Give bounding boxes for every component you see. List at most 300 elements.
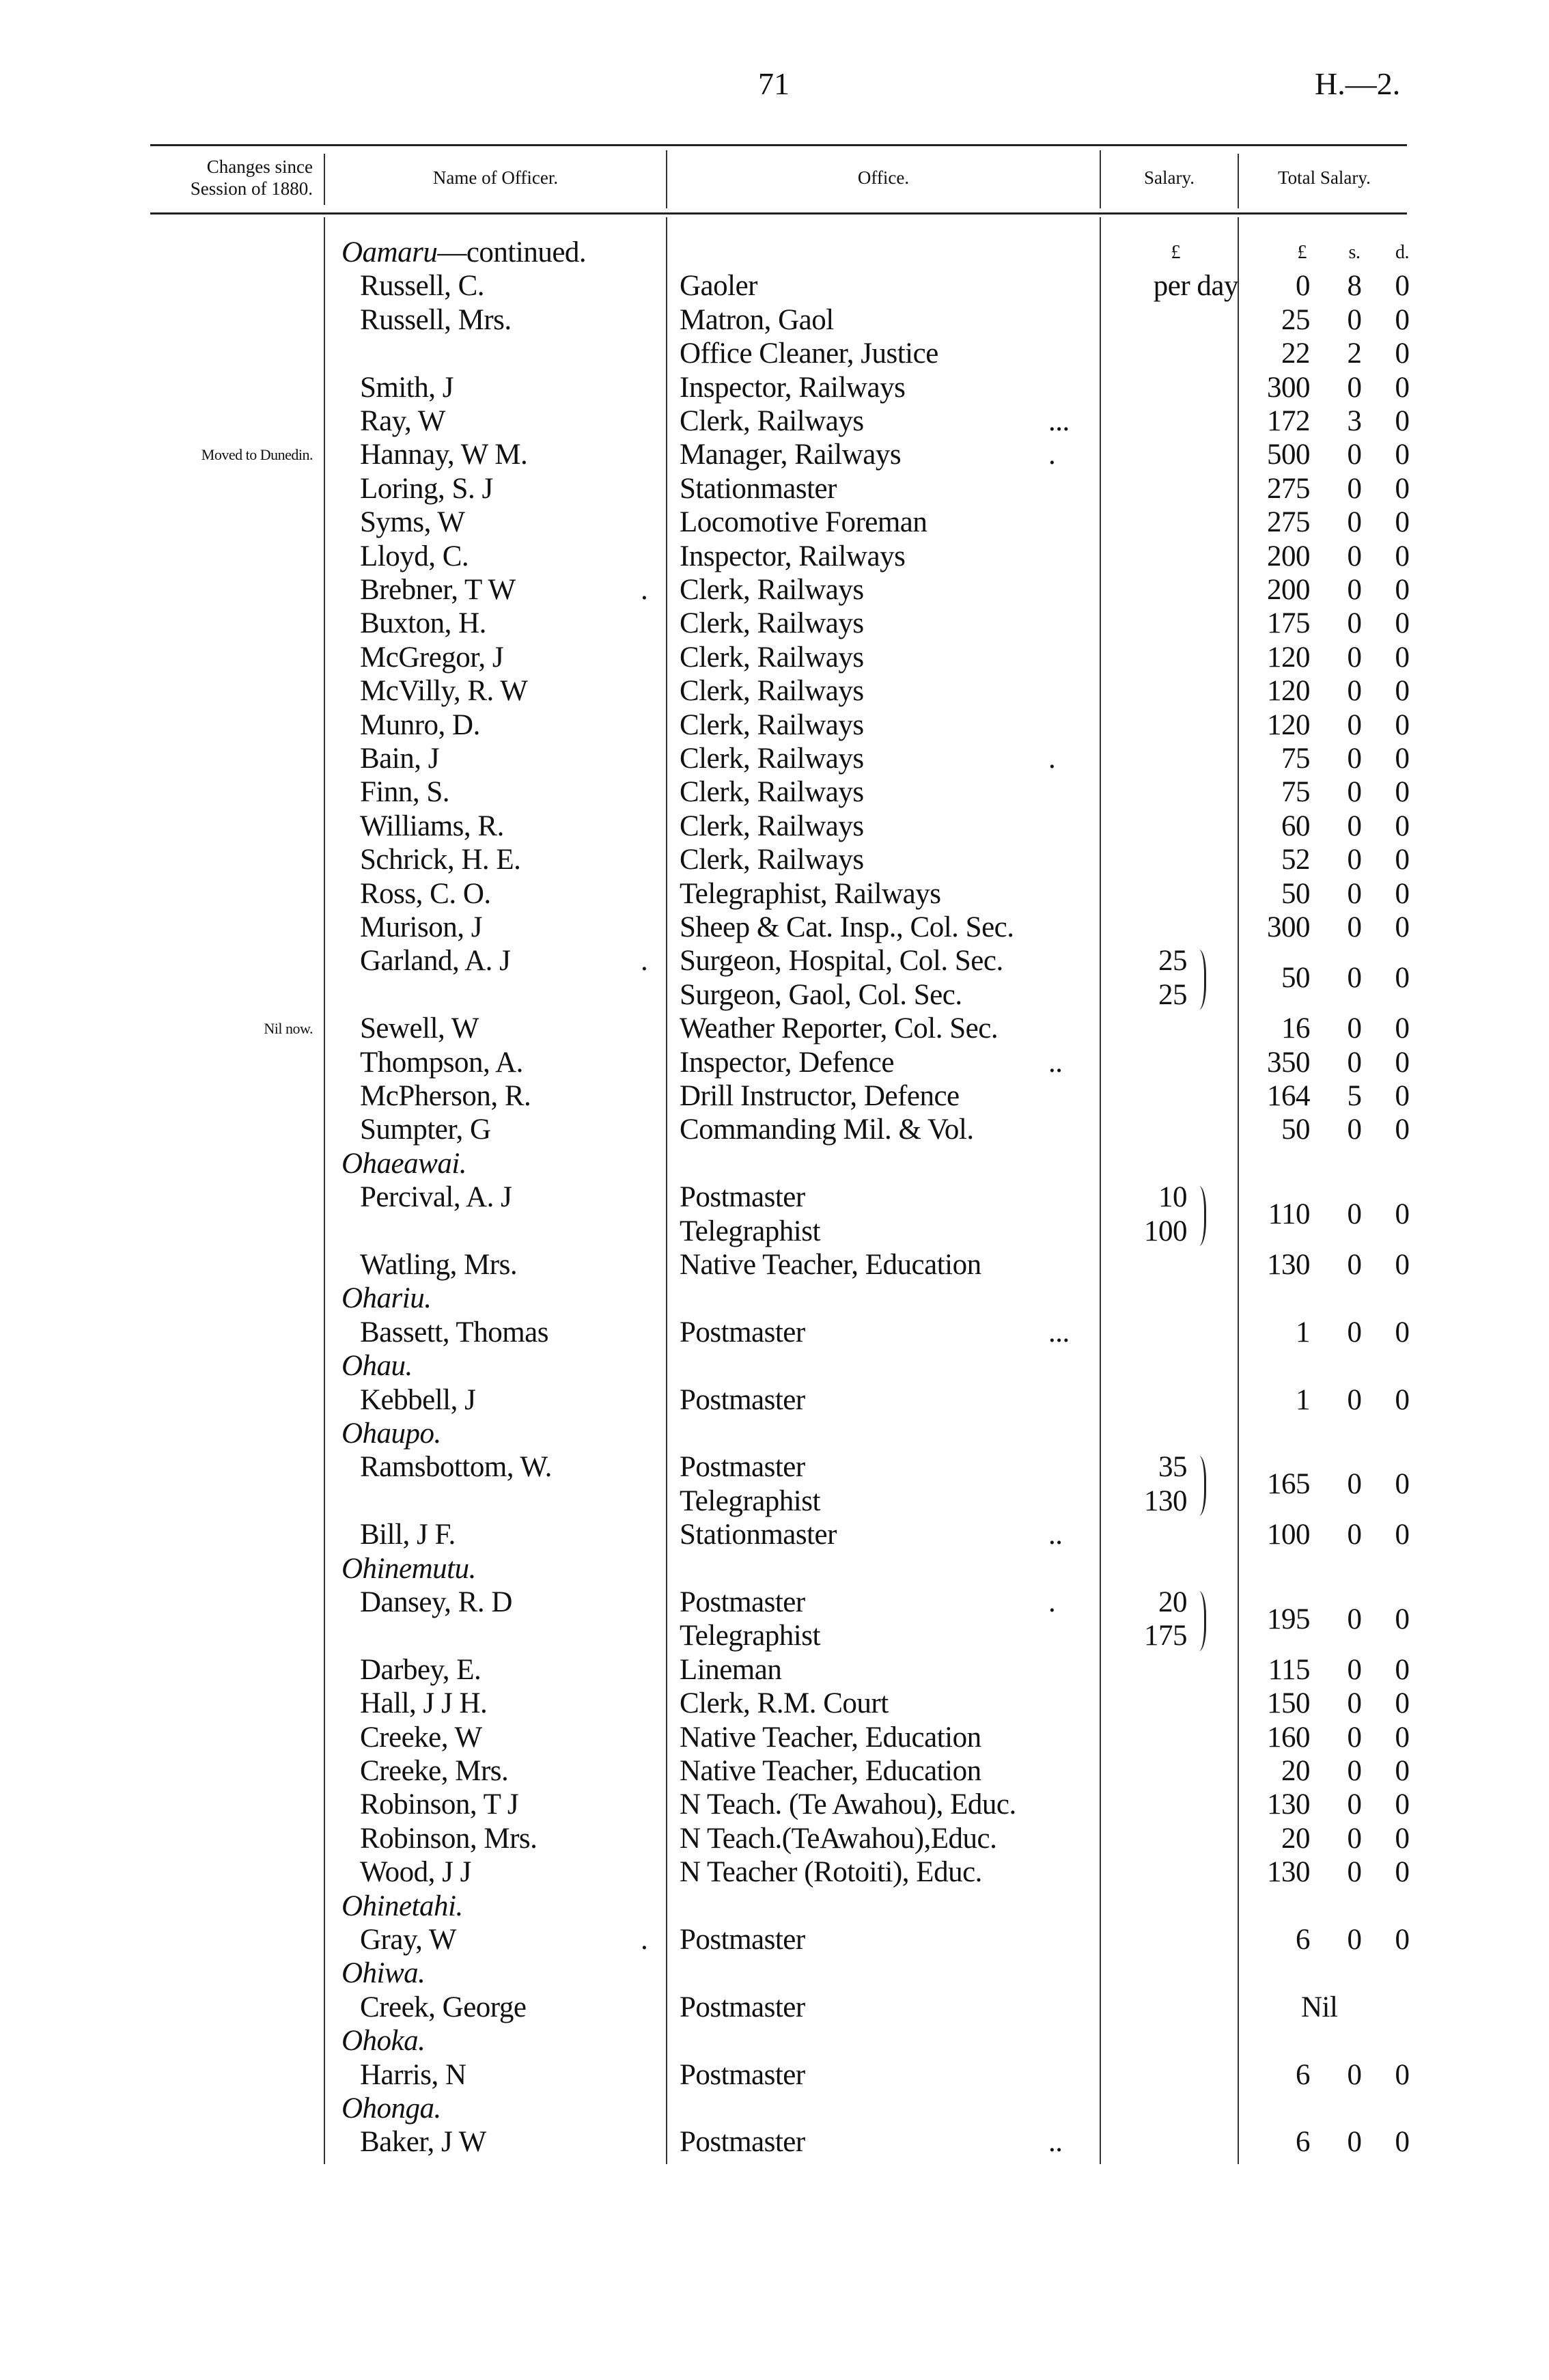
office: Weather Reporter, Col. Sec.: [680, 1012, 999, 1045]
locality-heading: [341, 2092, 441, 2125]
total-shillings: 0: [1347, 472, 1362, 505]
table-row: [0, 1046, 1549, 1079]
total-pence: 0: [1395, 2126, 1410, 2159]
total-pounds: 165: [1267, 1468, 1310, 1501]
table-row: [0, 573, 1549, 607]
leader-dots: ..: [1048, 1046, 1063, 1079]
document-reference: H.—2.: [1315, 66, 1401, 101]
total-pence: 0: [1395, 540, 1410, 572]
total-pounds: 20: [1281, 1755, 1310, 1787]
total-pence: 0: [1395, 472, 1410, 505]
locality-name: Ohinemutu.: [341, 1552, 476, 1585]
office: N Teach.(TeAwahou),Educ.: [680, 1822, 997, 1855]
officer-name: Ramsbottom, W.: [360, 1451, 552, 1484]
total-pence: 0: [1395, 877, 1410, 910]
total-pence: 0: [1395, 1721, 1410, 1754]
officer-name: Hannay, W M.: [360, 439, 528, 471]
officer-name: Sumpter, G: [360, 1113, 491, 1146]
total-shillings: 0: [1347, 1687, 1362, 1720]
office: Clerk, Railways: [680, 776, 864, 809]
total-shillings: 0: [1347, 1383, 1362, 1416]
column-header-name: Name of Officer.: [432, 167, 559, 188]
leader-dots: .: [641, 945, 648, 978]
office: Inspector, Railways: [680, 371, 906, 404]
total-pounds: 200: [1267, 540, 1310, 572]
total-shillings: 0: [1347, 574, 1362, 606]
office: Postmaster: [680, 1586, 805, 1618]
locality-heading-row: [0, 2092, 1549, 2125]
total-pounds: 110: [1268, 1198, 1310, 1230]
column-divider: [1238, 154, 1239, 208]
salary: 20: [1158, 1586, 1187, 1618]
locality-heading: [341, 1417, 441, 1450]
office: Clerk, Railways: [680, 810, 864, 842]
locality-name: Ohoka.: [341, 2025, 425, 2058]
salary: 25: [1158, 978, 1187, 1011]
total-shillings: 0: [1347, 1924, 1362, 1956]
total-shillings: 0: [1347, 1822, 1362, 1855]
total-pence: 0: [1395, 911, 1410, 943]
locality-heading: [341, 1890, 463, 1923]
office: Commanding Mil. & Vol.: [680, 1113, 974, 1146]
total-shillings: 0: [1347, 1519, 1362, 1551]
total-pounds-unit: £: [1297, 242, 1307, 263]
table-row: [0, 1923, 1549, 1956]
office: Telegraphist: [680, 1620, 820, 1652]
office: Telegraphist: [680, 1215, 820, 1247]
total-shillings: 0: [1347, 1113, 1362, 1146]
office: Native Teacher, Education: [680, 1721, 981, 1754]
total-pence: 0: [1395, 1080, 1410, 1112]
total-pounds: 120: [1267, 641, 1310, 674]
total-pence: 0: [1395, 1924, 1410, 1956]
office: Locomotive Foreman: [680, 506, 927, 539]
total-shillings: 0: [1347, 1856, 1362, 1889]
office: Stationmaster: [680, 1519, 837, 1551]
total-pence: 0: [1395, 641, 1410, 674]
total-shillings: 0: [1347, 439, 1362, 471]
officer-name: Watling, Mrs.: [360, 1249, 518, 1281]
total-shillings: 0: [1347, 506, 1362, 539]
locality-name: Ohinetahi.: [341, 1890, 463, 1922]
salary: 130: [1144, 1484, 1187, 1517]
column-header-changes: [152, 156, 313, 199]
table-row: [0, 1079, 1549, 1113]
total-pence: 0: [1395, 962, 1410, 995]
table-row: [0, 506, 1549, 539]
total-pence: 0: [1395, 844, 1410, 876]
total-pounds: 100: [1267, 1519, 1310, 1551]
table-row: [0, 674, 1549, 708]
table-row: [0, 404, 1549, 438]
officer-name: Russell, C.: [360, 270, 485, 303]
officer-name: Thompson, A.: [360, 1046, 523, 1079]
office: Native Teacher, Education: [680, 1755, 981, 1787]
total-pounds: 175: [1267, 607, 1310, 640]
locality-heading: [341, 1349, 413, 1383]
total-pounds: 0: [1296, 270, 1310, 303]
total-shillings: 0: [1347, 776, 1362, 809]
salary: 10: [1158, 1181, 1187, 1214]
officer-name: Schrick, H. E.: [360, 844, 521, 876]
office: Clerk, Railways: [680, 607, 864, 640]
table-row: [0, 1518, 1549, 1551]
total-pounds: 50: [1281, 877, 1310, 910]
total-shillings: 0: [1347, 810, 1362, 842]
total-shillings: 0: [1347, 303, 1362, 336]
total-shillings-unit: s.: [1348, 242, 1360, 263]
office: Office Cleaner, Justice: [680, 337, 938, 370]
office: Matron, Gaol: [680, 303, 834, 336]
locality-heading: [341, 1552, 476, 1586]
total-pounds: 115: [1268, 1653, 1310, 1686]
table-row: [0, 1687, 1549, 1720]
total-pence: 0: [1395, 2058, 1410, 2091]
total-pence: 0: [1395, 1383, 1410, 1416]
leader-dots: .: [1048, 439, 1056, 471]
officer-name: Murison, J: [360, 911, 482, 943]
total-shillings: 8: [1347, 270, 1362, 303]
total-shillings: 0: [1347, 911, 1362, 943]
page-number: 71: [758, 66, 790, 101]
officer-name: Buxton, H.: [360, 607, 486, 640]
total-pence: 0: [1395, 1198, 1410, 1230]
locality-heading: [341, 2024, 425, 2058]
table-row: [0, 810, 1549, 843]
total-pence: 0: [1395, 506, 1410, 539]
locality-heading: [341, 1956, 425, 1990]
total-pounds: 275: [1267, 506, 1310, 539]
table-row: [0, 775, 1549, 809]
office: Postmaster: [680, 1316, 805, 1348]
table-row: [0, 540, 1549, 573]
total-pence: 0: [1395, 405, 1410, 437]
officer-name: Bill, J F.: [360, 1519, 456, 1551]
column-divider: [666, 150, 667, 208]
officer-name: Robinson, Mrs.: [360, 1822, 538, 1855]
officer-name: Harris, N: [360, 2058, 466, 2091]
column-divider: [1100, 150, 1101, 208]
table-row: [0, 303, 1549, 337]
total-pounds: 50: [1281, 1113, 1310, 1146]
office: Postmaster: [680, 2126, 805, 2159]
total-pence: 0: [1395, 1519, 1410, 1551]
column-header-changes-line1: Changes since: [206, 156, 313, 177]
office: Postmaster: [680, 1181, 805, 1214]
table-row: [0, 269, 1549, 303]
table-row: [0, 1316, 1549, 1349]
officer-name: Bain, J: [360, 743, 439, 775]
officer-name: McPherson, R.: [360, 1080, 531, 1112]
officer-name: Darbey, E.: [360, 1653, 482, 1686]
total-pounds: 1: [1296, 1383, 1310, 1416]
office: Drill Instructor, Defence: [680, 1080, 960, 1112]
total-shillings: 5: [1347, 1080, 1362, 1112]
office: Native Teacher, Education: [680, 1249, 981, 1281]
leader-dots: .: [1048, 743, 1056, 775]
table-row: [0, 877, 1549, 911]
column-divider: [324, 154, 325, 205]
office: Telegraphist, Railways: [680, 877, 941, 910]
total-shillings: 0: [1347, 962, 1362, 995]
total-pounds: 20: [1281, 1822, 1310, 1855]
total-shillings: 0: [1347, 675, 1362, 708]
table-row: [0, 2058, 1549, 2092]
total-pounds: 130: [1267, 1249, 1310, 1281]
total-pounds: 195: [1267, 1603, 1310, 1635]
leader-dots: .: [641, 1924, 648, 1956]
total-shillings: 0: [1347, 1755, 1362, 1787]
office: Clerk, Railways: [680, 708, 864, 741]
total-pence: 0: [1395, 607, 1410, 640]
officer-name: Munro, D.: [360, 708, 480, 741]
locality-name: Ohaeawai.: [341, 1147, 467, 1180]
table-row: [0, 1721, 1549, 1754]
office: Postmaster: [680, 1991, 805, 2023]
locality-name: Ohau.: [341, 1350, 413, 1383]
total-pence: 0: [1395, 1012, 1410, 1045]
salary: 100: [1144, 1215, 1187, 1247]
officer-name: Creeke, Mrs.: [360, 1755, 509, 1787]
office: Clerk, Railways: [680, 405, 864, 437]
leader-dots: ..: [1048, 2126, 1063, 2159]
table-row: [0, 1788, 1549, 1821]
office: Gaoler: [680, 270, 757, 303]
office: Surgeon, Hospital, Col. Sec.: [680, 945, 1003, 978]
total-pounds: 6: [1296, 2058, 1310, 2091]
total-pounds: 60: [1281, 810, 1310, 842]
salary-unit: £: [1171, 242, 1180, 263]
table-row: [0, 1855, 1549, 1889]
locality-heading: [341, 1147, 466, 1180]
total-shillings: 0: [1347, 743, 1362, 775]
total-shillings: 0: [1347, 1198, 1362, 1230]
officer-name: Russell, Mrs.: [360, 303, 512, 336]
column-header-total-salary: Total Salary.: [1278, 167, 1371, 188]
total-pence: 0: [1395, 1316, 1410, 1348]
office: Surgeon, Gaol, Col. Sec.: [680, 978, 962, 1011]
officer-name: Creeke, W: [360, 1721, 482, 1754]
locality-heading-row: [0, 2024, 1549, 2058]
total-pence: 0: [1395, 303, 1410, 336]
table-row: [0, 1383, 1549, 1417]
officer-name: Lloyd, C.: [360, 540, 469, 572]
office: Sheep & Cat. Insp., Col. Sec.: [680, 911, 1014, 943]
locality-heading: [341, 236, 586, 269]
total-pence: 0: [1395, 1046, 1410, 1079]
locality-heading-row: [0, 1417, 1549, 1450]
total-pence: 0: [1395, 776, 1410, 809]
total-pence: 0: [1395, 1468, 1410, 1501]
locality-name: Ohiwa.: [341, 1957, 425, 1990]
column-header-changes-line2: Session of 1880.: [190, 178, 313, 199]
office: Postmaster: [680, 2058, 805, 2091]
office: Stationmaster: [680, 472, 837, 505]
column-header-salary: Salary.: [1144, 167, 1195, 188]
total-pounds: 1: [1296, 1316, 1310, 1348]
officer-name: Gray, W: [360, 1924, 456, 1956]
total-pence: 0: [1395, 1653, 1410, 1686]
table-row: [0, 843, 1549, 876]
total-pence: 0: [1395, 270, 1410, 303]
heading-suffix: —continued.: [437, 236, 587, 268]
table-row: [0, 978, 1549, 1012]
total-shillings: 0: [1347, 1012, 1362, 1045]
total-shillings: 0: [1347, 1046, 1362, 1079]
total-pence: 0: [1395, 1603, 1410, 1635]
total-pounds: 52: [1281, 844, 1310, 876]
total-shillings: 0: [1347, 2058, 1362, 2091]
total-pounds: 350: [1267, 1046, 1310, 1079]
column-header-office: Office.: [857, 167, 910, 188]
office: Clerk, Railways: [680, 574, 864, 606]
total-pounds: 300: [1267, 371, 1310, 404]
total-pence: 0: [1395, 439, 1410, 471]
table-row: [0, 1822, 1549, 1855]
officer-name: Ray, W: [360, 405, 445, 437]
office: Clerk, Railways: [680, 641, 864, 674]
officer-name: Wood, J J: [360, 1856, 471, 1889]
total-pounds: 150: [1267, 1687, 1310, 1720]
table-row: [0, 1215, 1549, 1248]
salary: per day: [1153, 270, 1238, 303]
table-row: [0, 438, 1549, 471]
total-shillings: 2: [1347, 337, 1362, 370]
table-row: [0, 1754, 1549, 1788]
total-shillings: 0: [1347, 371, 1362, 404]
total-pounds: 50: [1281, 962, 1310, 995]
total-shillings: 0: [1347, 708, 1362, 741]
leader-dots: .: [641, 574, 648, 606]
total-pounds: 22: [1281, 337, 1310, 370]
locality-name: Ohaupo.: [341, 1417, 441, 1450]
office: Postmaster: [680, 1924, 805, 1956]
table-row: [0, 1619, 1549, 1652]
total-shillings: 0: [1347, 1316, 1362, 1348]
change-note: Nil now.: [264, 1020, 313, 1038]
total-pence: 0: [1395, 1788, 1410, 1821]
total-pence: 0: [1395, 1755, 1410, 1787]
total-pounds: 130: [1267, 1856, 1310, 1889]
total-pounds: 6: [1296, 1924, 1310, 1956]
change-note: Moved to Dunedin.: [201, 446, 313, 464]
total-pence: 0: [1395, 1249, 1410, 1281]
table-row: [0, 1991, 1549, 2024]
total-shillings: 0: [1347, 1468, 1362, 1501]
office: Telegraphist: [680, 1484, 820, 1517]
table-row: [0, 337, 1549, 370]
total-pence-unit: d.: [1395, 242, 1409, 263]
locality-name: Ohonga.: [341, 2092, 441, 2125]
office: Inspector, Defence: [680, 1046, 894, 1079]
total-pence: 0: [1395, 675, 1410, 708]
table-row: [0, 371, 1549, 404]
table-row: [0, 1012, 1549, 1045]
officer-name: Williams, R.: [360, 810, 504, 842]
office: Clerk, Railways: [680, 844, 864, 876]
table-row: [0, 911, 1549, 944]
total-pence: 0: [1395, 371, 1410, 404]
table-row: [0, 1653, 1549, 1687]
total-shillings: 0: [1347, 1721, 1362, 1754]
total-pence: 0: [1395, 337, 1410, 370]
salary: 25: [1158, 945, 1187, 978]
officer-name: Baker, J W: [360, 2126, 486, 2159]
total-pence: 0: [1395, 1687, 1410, 1720]
total-shillings: 0: [1347, 877, 1362, 910]
locality-heading-row: [0, 1552, 1549, 1586]
table-row: [0, 641, 1549, 674]
officer-name: Garland, A. J: [360, 945, 511, 978]
total-pounds: 275: [1267, 472, 1310, 505]
office: N Teacher (Rotoiti), Educ.: [680, 1856, 982, 1889]
total-shillings: 0: [1347, 540, 1362, 572]
table-row: [0, 2125, 1549, 2159]
total-shillings: 0: [1347, 641, 1362, 674]
locality-name: Ohariu.: [341, 1282, 432, 1315]
salary: 175: [1144, 1620, 1187, 1652]
officer-name: Sewell, W: [360, 1012, 479, 1045]
officer-name: Brebner, T W: [360, 574, 516, 606]
table-row: [0, 1586, 1549, 1635]
total-pounds: 16: [1281, 1012, 1310, 1045]
officer-name: Creek, George: [360, 1991, 527, 2023]
office: Clerk, R.M. Court: [680, 1687, 889, 1720]
table-row: [0, 1484, 1549, 1518]
total-pounds: 300: [1267, 911, 1310, 943]
officer-name: Dansey, R. D: [360, 1586, 512, 1618]
salary: 35: [1158, 1451, 1187, 1484]
total-pence: 0: [1395, 1856, 1410, 1889]
total-pence: 0: [1395, 810, 1410, 842]
total-pounds: 172: [1267, 405, 1310, 437]
total-shillings: 0: [1347, 1249, 1362, 1281]
locality-name: Oamaru: [341, 236, 438, 268]
leader-dots: ..: [1048, 1519, 1063, 1551]
locality-heading-row: [0, 1956, 1549, 1990]
office: Inspector, Railways: [680, 540, 906, 572]
header-top-rule: [150, 144, 1407, 146]
office: Postmaster: [680, 1383, 805, 1416]
total-pence: 0: [1395, 708, 1410, 741]
total-pounds: 160: [1267, 1721, 1310, 1754]
total-shillings: 0: [1347, 2126, 1362, 2159]
total-pounds: 120: [1267, 708, 1310, 741]
table-row: [0, 1180, 1549, 1230]
total-pence: 0: [1395, 1113, 1410, 1146]
officer-name: Finn, S.: [360, 776, 450, 809]
total-shillings: 0: [1347, 844, 1362, 876]
total-pounds: 130: [1267, 1788, 1310, 1821]
total-pounds: 164: [1267, 1080, 1310, 1112]
total-pounds: 25: [1281, 303, 1310, 336]
office: Manager, Railways: [680, 439, 902, 471]
office: Postmaster: [680, 1451, 805, 1484]
total-pounds: 500: [1267, 439, 1310, 471]
table-row: [0, 472, 1549, 506]
leader-dots: ...: [1048, 1316, 1070, 1348]
total-shillings: 0: [1347, 1788, 1362, 1821]
total-shillings: 0: [1347, 1603, 1362, 1635]
leader-dots: ...: [1048, 405, 1070, 437]
table-row: [0, 708, 1549, 742]
officer-name: Kebbell, J: [360, 1383, 476, 1416]
total-nil: Nil: [1301, 1991, 1338, 2023]
header-bottom-rule: [150, 212, 1407, 215]
officer-name: Smith, J: [360, 371, 453, 404]
total-pounds: 120: [1267, 675, 1310, 708]
office: Clerk, Railways: [680, 675, 864, 708]
